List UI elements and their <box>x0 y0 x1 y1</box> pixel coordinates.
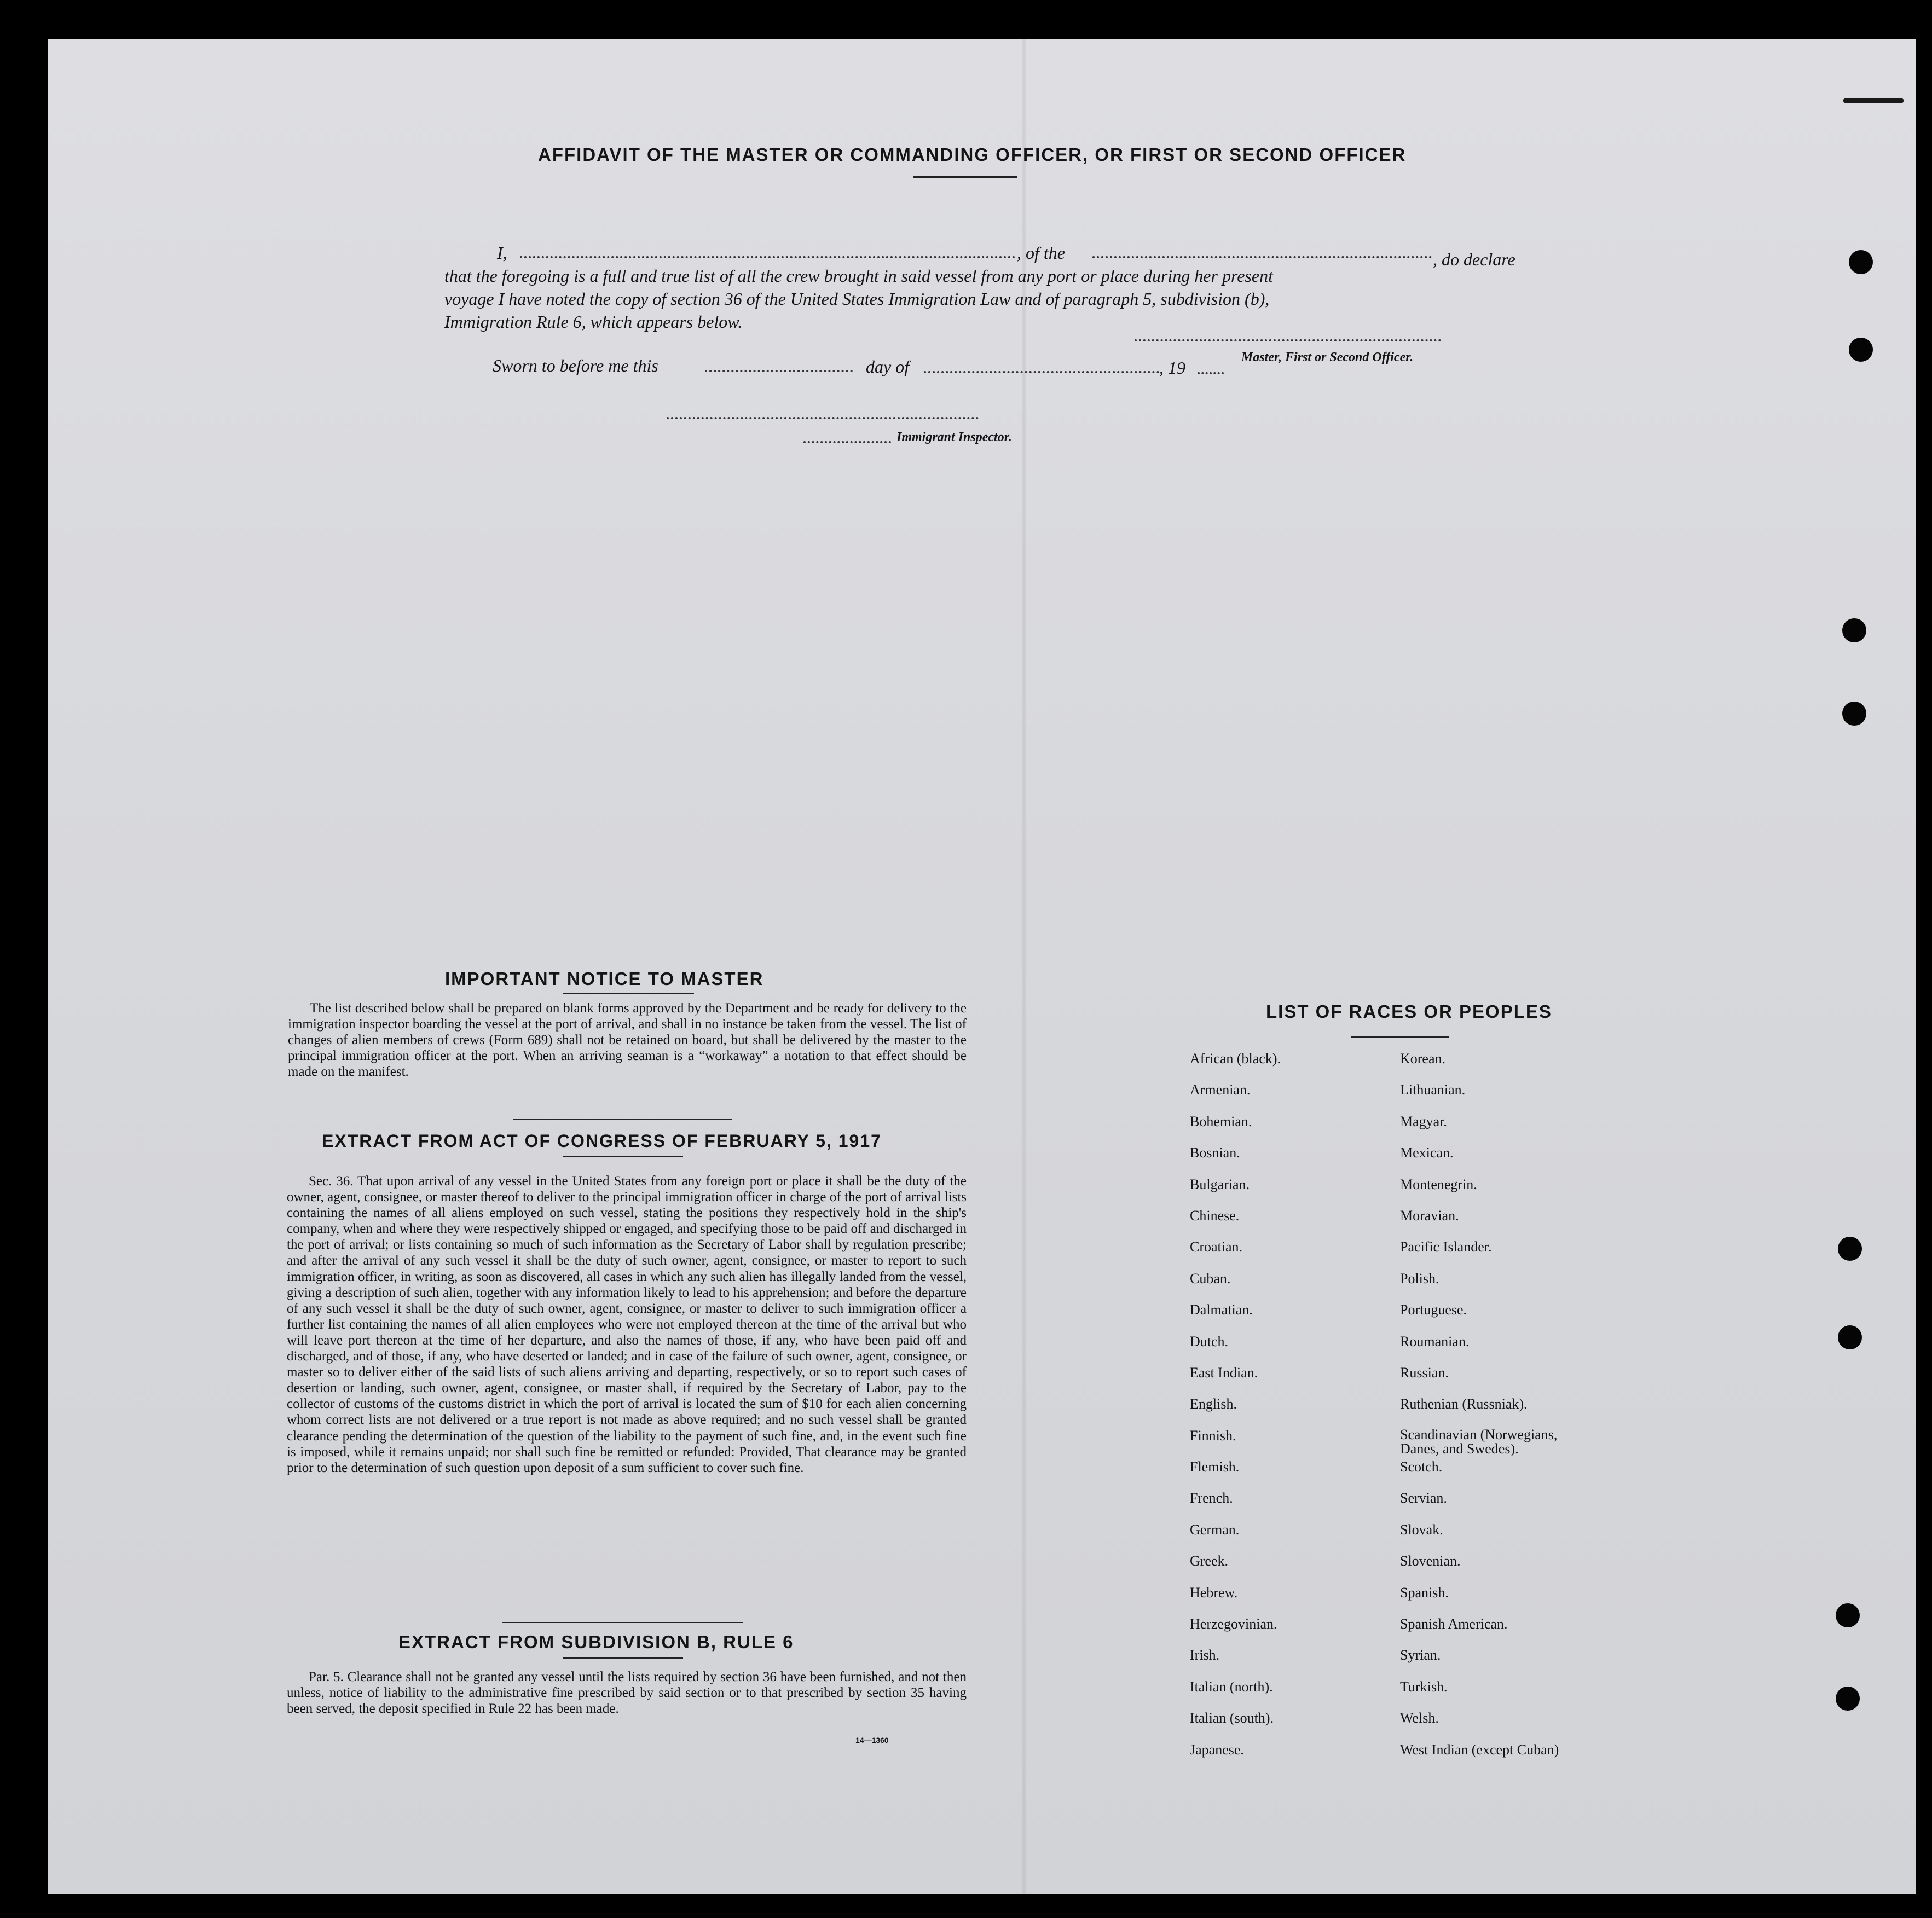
races-right-column <box>1400 1051 1635 1773</box>
race-item: English. <box>1190 1396 1237 1412</box>
race-item: Spanish. <box>1400 1584 1449 1601</box>
declarant-name-field[interactable] <box>520 256 1015 258</box>
notice-title: IMPORTANT NOTICE TO MASTER <box>445 969 764 989</box>
races-left-column <box>1190 1051 1354 1773</box>
act-extract-title: EXTRACT FROM ACT OF CONGRESS OF FEBRUARY 5, 1917 <box>322 1131 882 1151</box>
inspector-station-field[interactable] <box>803 441 891 443</box>
act-extract-body: Sec. 36. That upon arrival of any vessel in the United States from any foreign port or place it shall be the duty of the owner, agent, consignee, or master thereof to deliver to the principal immigration officer in charge of the port of arrival lists containing the names of all aliens employed on such vessel, stating the positions they respectively hold in the ship's company, when and where they were respectively shipped or engaged, and specifying those to be paid off and discharged in the port of arrival; or lists containing so much of such information as the Secretary of Labor shall by regulation prescribe; and after the arrival of any such vessel it shall be the duty of such owner, agent, consignee, or master to report to such immigration officer, in writing, as soon as discovered, all cases in which any such alien has illegally landed from the vessel, giving a description of such alien, together with any information likely to lead to his apprehension; and before the departure of any such vessel it shall be the duty of such owner, agent, consignee, or master to deliver to such immigration officer a further list containing the names of all alien employees who were not employed thereon at the time of the arrival but who will leave port thereon at the time of her departure, and also the names of those, if any, who have been paid off and discharged, and of those, if any, who have deserted or landed; and in case of the failure of such owner, agent, consignee, or master so to deliver either of the said lists of such aliens arriving and departing, respectively, or so to report such cases of desertion or landing, such owner, agent, consignee, or master shall, if required by the Secretary of Labor, pay to the collector of customs of the customs district in which the port of arrival is located the sum of $10 for each alien concerning whom correct lists are not delivered or a true report is not made as above required; and no such vessel shall be granted clearance pending the determination of the question of the liability to the payment of such fine, and, in the event such fine is imposed, while it remains unpaid; nor shall such fine be remitted or refunded: Provided, That clearance may be granted prior to the determination of such question upon deposit of a sum sufficient to cover such fine. <box>287 1174 967 1475</box>
race-item: Ruthenian (Russniak). <box>1400 1396 1528 1412</box>
page-fold <box>1022 39 1026 1894</box>
race-item: Slovak. <box>1400 1521 1443 1538</box>
race-item: Turkish. <box>1400 1678 1448 1695</box>
race-item: Slovenian. <box>1400 1553 1461 1569</box>
race-item: Welsh. <box>1400 1710 1439 1726</box>
race-item: Hebrew. <box>1190 1584 1238 1601</box>
race-item: Scandinavian (Norwegians, Danes, and Swedes). <box>1400 1426 1558 1457</box>
sworn-month-field[interactable] <box>924 371 1159 373</box>
section-rule-1 <box>513 1119 732 1120</box>
do-declare-label: , do declare <box>1433 250 1515 269</box>
affidavit-line-2: that the foregoing is a full and true list of all the crew brought in said vessel from any port or place during her present <box>444 266 1273 286</box>
affidavit-i-label: I, <box>497 243 507 263</box>
race-item: African (black). <box>1190 1051 1281 1067</box>
race-item: West Indian (except Cuban) <box>1400 1741 1559 1758</box>
race-item: Syrian. <box>1400 1647 1441 1664</box>
rule-title-rule <box>563 1657 683 1659</box>
affidavit-line-3: voyage I have noted the copy of section 36 of the United States Immigration Law and of paragraph 5, subdivision (b), <box>444 289 1270 309</box>
race-item: Italian (north). <box>1190 1678 1273 1695</box>
year-label: , 19 <box>1159 358 1185 378</box>
race-item: Montenegrin. <box>1400 1176 1477 1192</box>
race-item: Japanese. <box>1190 1741 1244 1758</box>
race-item: Armenian. <box>1190 1082 1251 1098</box>
race-item: Greek. <box>1190 1553 1229 1569</box>
race-item: Roumanian. <box>1400 1333 1470 1349</box>
races-title: LIST OF RACES OR PEOPLES <box>1266 1001 1552 1022</box>
title-rule <box>913 176 1017 178</box>
master-signature-field[interactable] <box>1135 339 1441 341</box>
race-item: Herzegovinian. <box>1190 1616 1277 1632</box>
rule-extract-title: EXTRACT FROM SUBDIVISION B, RULE 6 <box>398 1632 794 1652</box>
vessel-name-field[interactable] <box>1092 256 1432 258</box>
affidavit-title: AFFIDAVIT OF THE MASTER OR COMMANDING OFFICER, OR FIRST OR SECOND OFFICER <box>538 144 1407 165</box>
punch-hole <box>1838 1325 1862 1349</box>
race-item: Irish. <box>1190 1647 1220 1664</box>
race-item: Portuguese. <box>1400 1302 1467 1318</box>
race-item: Spanish American. <box>1400 1616 1508 1632</box>
race-item: Chinese. <box>1190 1207 1240 1224</box>
race-item: Lithuanian. <box>1400 1082 1466 1098</box>
race-item: Moravian. <box>1400 1207 1459 1224</box>
section-rule-2 <box>502 1622 743 1623</box>
day-of-label: day of <box>866 357 910 376</box>
inspector-label: Immigrant Inspector. <box>896 430 1012 444</box>
race-item: Polish. <box>1400 1270 1439 1287</box>
punch-hole <box>1838 1237 1862 1261</box>
manifest-back-page <box>48 39 1916 1894</box>
punch-hole <box>1849 338 1873 362</box>
of-the-label: , of the <box>1017 243 1065 263</box>
master-signature-label: Master, First or Second Officer. <box>1241 350 1414 364</box>
race-item: Dutch. <box>1190 1333 1229 1349</box>
race-item: Scotch. <box>1400 1459 1443 1475</box>
rule-extract-body: Par. 5. Clearance shall not be granted any vessel until the lists required by section 36 have been furnished, and not then unless, notice of liability to the administrative fine prescribed by said section or to that prescribed by section 35 having been served, the deposit specified in Rule 22 has been made. <box>287 1670 967 1716</box>
punch-hole <box>1842 702 1866 726</box>
sworn-day-field[interactable] <box>705 370 853 372</box>
race-item: Pacific Islander. <box>1400 1239 1492 1255</box>
race-item: Servian. <box>1400 1490 1447 1506</box>
race-item: Finnish. <box>1190 1427 1236 1444</box>
inspector-signature-field[interactable] <box>667 417 979 419</box>
race-item: Flemish. <box>1190 1459 1240 1475</box>
race-item: German. <box>1190 1521 1240 1538</box>
punch-hole <box>1836 1687 1860 1711</box>
race-item: Magyar. <box>1400 1113 1447 1129</box>
race-item: Bosnian. <box>1190 1145 1240 1161</box>
race-item: Bohemian. <box>1190 1113 1252 1129</box>
race-item: Dalmatian. <box>1190 1302 1253 1318</box>
corner-mark <box>1843 98 1904 103</box>
races-title-rule <box>1351 1036 1449 1038</box>
act-title-rule <box>563 1156 683 1157</box>
race-item: Korean. <box>1400 1051 1446 1067</box>
sworn-year-field[interactable] <box>1198 372 1224 374</box>
race-item: Mexican. <box>1400 1145 1454 1161</box>
form-number: 14—1360 <box>855 1736 889 1745</box>
notice-body: The list described below shall be prepared on blank forms approved by the Department and be ready for delivery to the immigration inspector boarding the vessel at the port of arrival, and shall in no instance be taken from the vessel. The list of changes of alien members of crews (Form 689) shall not be retained on board, but shall be delivered by the master to the principal immigration officer at the port. When an arriving seaman is a “workaway” a notation to that effect should be made on the manifest. <box>288 1001 967 1079</box>
sworn-label: Sworn to before me this <box>493 356 658 375</box>
punch-hole <box>1836 1603 1860 1627</box>
punch-hole <box>1849 250 1873 274</box>
race-item: Russian. <box>1400 1364 1449 1381</box>
affidavit-line-4: Immigration Rule 6, which appears below. <box>444 312 743 332</box>
race-item: Croatian. <box>1190 1239 1243 1255</box>
race-item: Cuban. <box>1190 1270 1231 1287</box>
race-item: Italian (south). <box>1190 1710 1274 1726</box>
notice-title-rule <box>563 993 694 994</box>
race-item: East Indian. <box>1190 1364 1258 1381</box>
race-item: French. <box>1190 1490 1233 1506</box>
race-item: Bulgarian. <box>1190 1176 1250 1192</box>
punch-hole <box>1842 618 1866 642</box>
